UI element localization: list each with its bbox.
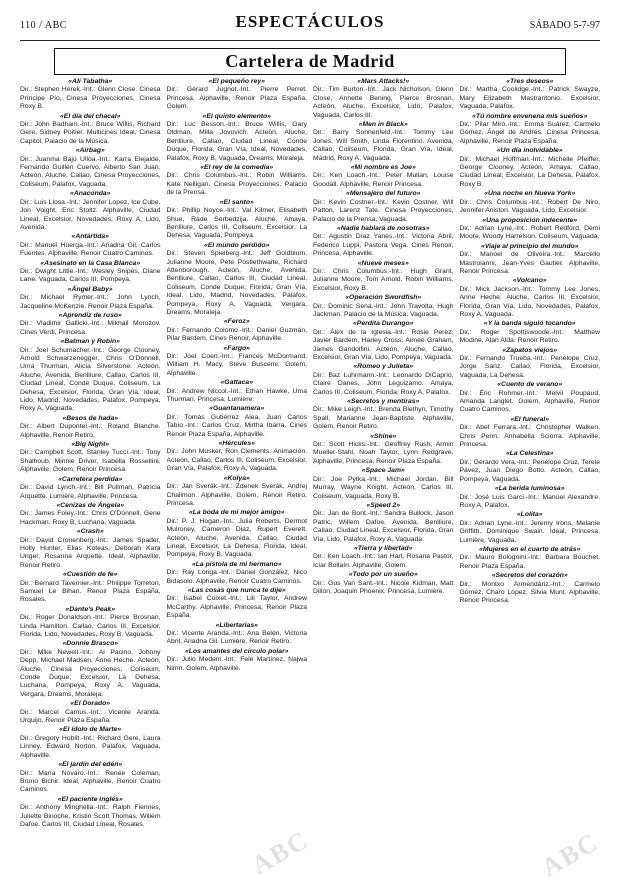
film-details: Dir.: David Cronenberg.-Int.: James Spader, Holly Hunter, Elias Koteas, Deborah Kara Unger, Rosanna Arquette. Ideal, Alphaville, Renoir Retiro.: [20, 536, 161, 569]
film-details: Dir.: María Novaro.-Int.: Renée Coleman, Bruno Bichir. Ideal, Alphaville, Renoir Cuatro Caminos.: [20, 769, 161, 794]
listing-entry: [167, 345, 308, 379]
listing-entry: [20, 606, 161, 640]
film-title: «Crash»: [76, 528, 104, 536]
film-details: Dir.: Dominic Sena.-Int.: John Travolta, Hugh Jackman. Palacio de la Música, Vaguada.: [313, 302, 454, 318]
film-title: «El santo»: [219, 198, 254, 206]
listings-columns: [20, 78, 600, 874]
film-details: Dir.: Albert Dupontel.-Int.: Roland Blanche. Alphaville, Renoir Retiro.: [20, 423, 161, 439]
film-title: «Mi nombre es Joe»: [350, 164, 416, 172]
listing-entry: [167, 164, 308, 198]
film-title: «Guantanamera»: [209, 405, 265, 413]
film-details: Dir.: Dwight Little.-Int.: Wesley Snipes, Diane Lane. Vaguada, Carlos III, Pompeya.: [20, 267, 161, 284]
listing-entry: [313, 260, 454, 294]
film-title: «Airbag»: [75, 147, 105, 155]
film-details: Dir.: Gus Van Sant.-Int.: Nicole Kidman, Matt Dillon, Joaquin Phoenix. Princesa, Lumière.: [313, 579, 454, 595]
film-title: «Cenizas de Ángela»: [56, 501, 125, 509]
film-details: Dir.: Abel Ferrara.-Int.: Christopher Walken, Chris Penn, Annabella Sciorra. Alphaville, Princesa.: [459, 424, 600, 449]
film-title: «Una noche en Nueva York»: [484, 190, 576, 198]
film-title: «Ángel Baby»: [67, 285, 113, 293]
film-details: Dir.: Manuel Huerga.-Int.: Ariadna Gil, Carlos Fuentes. Alphaville, Renoir Cuatro Caminos.: [20, 241, 161, 258]
film-title: «Operación Swordfish»: [345, 294, 422, 302]
film-title: «Romeo y Julieta»: [353, 363, 414, 371]
listing-entry: [460, 243, 601, 277]
listing-entry: [460, 277, 601, 319]
listing-entry: [167, 199, 308, 241]
listing-entry: [20, 700, 161, 725]
film-title: «Zapatos viejos»: [502, 346, 558, 354]
film-details: Dir.: Anthony Minghella.-Int.: Ralph Fiennes, Juliette Binoche, Kristin Scott Thomas, Willem Dafoe. Carlos III, Ciudad Lineal, Rosales.: [20, 804, 161, 828]
film-title: «El jardín del edén»: [58, 761, 123, 769]
film-title: «Lolita»: [516, 511, 543, 519]
film-title: «Asesinato en la Casa Blanca»: [40, 259, 141, 267]
listing-entry: [20, 528, 161, 570]
film-title: «Mensajero del futuro»: [346, 190, 421, 198]
section-title: ESPECTÁCULOS: [235, 12, 385, 31]
film-details: Dir.: Baz Luhrmann.-Int.: Leonardo DiCaprio, Claire Danes, John Leguizamo. Amaya, Carlos III, Coliseum, Florida, Roxy A, Palafox.: [313, 371, 454, 396]
film-details: Dir.: Gérard Jugnot.-Int.: Pierre Perret. Princesa, Alphaville, Renoir Plaza España, Golem.: [166, 86, 307, 111]
listings-column-4: [460, 78, 601, 874]
film-details: Dir.: Ken Loach.-Int.: Ian Hart, Rosana Pastor, Icíar Bollaín. Alphaville, Golem.: [313, 553, 454, 569]
film-details: Dir.: Fernando Colomo.-Int.: Daniel Guzmán, Pilar Bardem. Cines Renoir, Alphaville.: [166, 326, 307, 343]
film-title: «Todo por un sueño»: [348, 571, 418, 579]
film-title: «Shine»: [370, 432, 397, 440]
listings-column-2: [167, 78, 308, 874]
listing-entry: [167, 622, 308, 647]
film-details: Dir.: Kevin Costner.-Int.: Kevin Costner, Will Patton, Larenz Tate. Cinesa Proyecciones, Palacio de la Prensa, Vaguada.: [313, 198, 454, 223]
film-details: Dir.: Vicente Aranda.-Int.: Ana Belén, Victoria Abril, Ariadna Gil. Lumière, Renoir Retiro.: [166, 630, 307, 646]
listing-entry: [20, 260, 161, 285]
listing-entry: [20, 190, 161, 232]
listing-entry: [313, 294, 454, 319]
film-details: Dir.: Chris Columbus.-Int.: Robin Williams, Kate Nelligan. Cinesa Proyecciones, Palacio de la Prensa.: [166, 172, 307, 197]
listing-entry: [167, 405, 308, 439]
abc-watermark: ABC: [536, 826, 604, 883]
film-title: «Y la banda siguió tocando»: [483, 320, 576, 328]
film-details: Dir.: Bernard Tavernier.-Int.: Philippe Torreton, Samuel Le Bihan. Renoir Plaza España, Rosales.: [20, 579, 161, 604]
listing-entry: [167, 379, 308, 404]
film-details: Dir.: John Musker, Ron Clements. Animación. Acteón, Callao, Carlos III, Coliseum, Excelsior, Gran Vía, Palafox, Roxy A, Vaguada.: [166, 448, 307, 473]
film-title: «Hércules»: [218, 440, 255, 448]
listing-entry: [20, 726, 161, 760]
film-title: «Tierra y libertad»: [354, 544, 413, 552]
film-details: Dir.: Gerardo Vera.-Int.: Penélope Cruz, Terele Pávez, Juan Diego Botto. Acteón, Callao, Pompeya, Vaguada.: [459, 458, 600, 483]
listing-entry: [20, 571, 161, 605]
listing-entry: [167, 440, 308, 474]
film-title: «La Celestina»: [505, 450, 554, 458]
film-details: Dir.: Montxo Armendáriz.-Int.: Carmelo Gómez, Charo López, Silvia Munt. Alphaville, Renoir Princesa.: [459, 580, 600, 605]
page-header: [20, 6, 600, 41]
listing-entry: [20, 338, 161, 414]
film-title: «La herida luminosa»: [494, 485, 565, 493]
film-details: Dir.: Joe Pytka.-Int.: Michael Jordan, Bill Murray, Wayne Knight. Acteón, Carlos III, Coliseum, Vaguada, Roxy B.: [313, 475, 454, 500]
listing-entry: [167, 78, 308, 112]
listing-entry: [20, 147, 161, 189]
film-details: Dir.: Roger Donaldson.-Int.: Pierce Brosnan, Linda Hamilton. Callao, Carlos III, Excelsior, Florida, Lido, Novedades, Roxy B, Vaguada.: [20, 614, 161, 638]
cartelera-title-box: [54, 48, 566, 75]
film-details: Dir.: Martha Coolidge.-Int.: Patrick Swayze, Mary Elizabeth Mastrantonio. Excelsior, Vaguada, Palafox.: [459, 86, 600, 111]
film-details: Dir.: Ray Loriga.-Int.: Daniel González, Nico Bidasolo. Alphaville, Renoir Cuatro Caminos.: [166, 569, 307, 585]
listing-entry: [313, 571, 454, 596]
listings-column-1: [20, 78, 161, 874]
film-title: «Dante's Peak»: [65, 605, 116, 613]
film-title: «La pistola de mi hermano»: [191, 560, 282, 568]
film-details: Dir.: Chris Columbus.-Int.: Hugh Grant, Julianne Moore, Tom Arnold, Robin Williams. Excelsior, Roxy B.: [313, 267, 454, 292]
listing-entry: [20, 796, 161, 830]
listing-entry: [460, 190, 601, 215]
film-title: «Antártida»: [71, 233, 109, 241]
film-details: Dir.: Ken Loach.-Int.: Peter Mullan, Louise Goodall. Alphaville, Renoir Princesa.: [313, 172, 454, 188]
film-title: «Perdita Durango»: [353, 320, 414, 328]
film-title: «Fargo»: [223, 344, 250, 352]
listing-entry: [460, 217, 601, 242]
film-title: «El funeral»: [510, 415, 550, 423]
listing-entry: [313, 398, 454, 432]
film-title: «Las cosas que nunca te dije»: [187, 586, 286, 594]
film-title: «Big Night»: [71, 441, 110, 449]
film-details: Dir.: Mike Newell.-Int.: Al Pacino, Johnny Depp, Michael Madsen, Anne Heche. Acteón, Aluche, Cinesa Proyecciones, Coliseum, Conde Duque, Excelsior, La Dehesa, Luchana, Pompeya, Roxy A, Vaguada, Vergara, Dreams, Moraleja.: [20, 648, 161, 698]
film-details: Dir.: Phillip Noyce.-Int.: Val Kilmer, Elisabeth Shue, Rade Serbedzija. Aluche, Amaya, Benlliure, Carlos III, Coliseum, Excelsior, La Dehesa, Vaguada, Pompeya.: [166, 207, 307, 240]
film-title: «El día del chacal»: [60, 112, 121, 120]
film-details: Dir.: José Luis Garci.-Int.: Manuel Alexandre. Roxy A, Palafox.: [459, 493, 600, 509]
film-title: «Space Jam»: [361, 467, 405, 475]
film-title: «El pequeño rey»: [208, 78, 265, 85]
film-details: Dir.: Mauro Bolognini.-Int.: Barbara Bouchet. Renoir Plaza España.: [459, 554, 600, 570]
listing-entry: [460, 572, 601, 606]
film-title: «Men in Black»: [358, 121, 408, 129]
listing-entry: [167, 561, 308, 586]
listing-entry: [20, 113, 161, 147]
film-title: «El rey de la comedia»: [200, 164, 274, 172]
film-title: «Kolya»: [223, 474, 250, 482]
listing-entry: [167, 242, 308, 318]
listing-entry: [460, 416, 601, 450]
film-title: «Feroz»: [223, 318, 250, 326]
film-details: Dir.: Éric Rohmer.-Int.: Melvil Poupaud, Amanda Langlet. Golem, Alphaville, Renoir Cuatro Caminos.: [459, 389, 600, 414]
listing-entry: [167, 648, 308, 673]
film-details: Dir.: Jan Sverák.-Int.: Zdenek Sverák, Andrej Chalimon. Alphaville, Golem, Renoir Retiro, Princesa.: [166, 483, 307, 507]
film-details: Dir.: Isabel Coixet.-Int.: Lili Taylor, Andrew McCarthy. Alphaville, Princesa, Renoir Plaza España.: [166, 595, 307, 620]
film-title: «El quinto elemento»: [202, 112, 271, 120]
film-details: Dir.: Joel Schumacher.-Int.: George Clooney, Arnold Schwarzenegger, Chris O'Donnell, Uma Thurman, Alicia Silverstone. Acteón, Aluche, Avenida, Benlliure, Callao, Carlos III, Ciudad Lineal, Conde Duque, Coliseum, La Dehesa, Excelsior, Florida, Gran Vía, Ideal, Lido, Madrid, Novedades, Palafox, Pompeya, Roxy A, Vaguada.: [20, 346, 161, 413]
listing-entry: [460, 320, 601, 345]
film-title: «Aprendiz de ruso»: [58, 311, 122, 319]
film-details: Dir.: Mick Jackson.-Int.: Tommy Lee Jones, Anne Heche. Aluche, Carlos III, Excelsior, Florida, Gran Vía, Lido, Novedades, Palafox, Roxy A, Vaguada.: [459, 285, 600, 318]
film-details: Dir.: Michael Hoffman.-Int.: Michelle Pfeiffer, George Clooney. Acteón, Amaya, Callao, Ciudad Lineal, Excelsior, La Dehesa, Palafox, Roxy B.: [459, 155, 600, 188]
listing-entry: [20, 502, 161, 527]
listing-entry: [313, 225, 454, 259]
film-title: «Tres deseos»: [506, 78, 554, 85]
listing-entry: [460, 347, 601, 381]
film-details: Dir.: Mike Leigh.-Int.: Brenda Blethyn, Timothy Spall, Marianne Jean-Baptiste. Alphaville, Golem, Renoir Retiro.: [313, 406, 454, 431]
film-details: Dir.: Tomás Gutiérrez Alea, Juan Carlos Tabío.-Int.: Carlos Cruz, Mirtha Ibarra. Cines Renoir Plaza España, Alphaville.: [166, 413, 307, 438]
film-title: «Ali Tabatha»: [68, 78, 113, 85]
film-details: Dir.: Juanma Bajo Ulloa.-Int.: Karra Elejalde, Fernando Guillén Cuervo, Alberto San Juan. Acteón, Aluche, Callao, Cinesa Proyecciones, Coliseum, Palafox, Vaguada.: [20, 155, 161, 188]
listing-entry: [167, 318, 308, 343]
film-details: Dir.: Luc Besson.-Int.: Bruce Willis, Gary Oldman, Milla Jovovich. Acteón, Aluche, Benlliure, Callao, Ciudad Lineal, Conde Duque, Florida, Gran Vía, Ideal, Novedades, Palafox, Roxy B, Vaguada, Dreams, Moraleja.: [166, 121, 307, 162]
issue-date: SÁBADO 5-7-97: [529, 20, 600, 31]
film-title: «Speed 2»: [366, 501, 401, 509]
film-details: Dir.: Andrew Niccol.-Int.: Ethan Hawke, Uma Thurman. Princesa, Lumière.: [166, 387, 307, 404]
film-details: Dir.: Michael Rymer.-Int.: John Lynch, Jacqueline McKenzie. Renoir Plaza España.: [20, 294, 161, 310]
film-title: «Carretera perdida»: [58, 475, 123, 483]
film-details: Dir.: Adrian Lyne.-Int.: Jeremy Irons, Melanie Griffith, Dominique Swain. Ideal, Princesa, Lumière, Vaguada.: [459, 519, 600, 544]
film-title: «Anaconda»: [70, 190, 111, 198]
film-title: «Besos de hada»: [62, 414, 119, 422]
listing-entry: [20, 441, 161, 475]
film-title: «Cuento de verano»: [497, 381, 563, 389]
listing-entry: [460, 147, 601, 189]
film-details: Dir.: Campbell Scott, Stanley Tucci.-Int.: Tony Shalhoub, Minnie Driver, Isabella Rossellini. Alphaville, Golem, Renoir Princesa.: [20, 449, 161, 474]
listing-entry: [460, 450, 601, 484]
film-details: Dir.: David Lynch.-Int.: Bill Pullman, Patricia Arquette. Lumière, Alphaville, Princesa.: [20, 484, 161, 500]
listing-entry: [167, 587, 308, 621]
film-details: Dir.: P. J. Hogan.-Int.: Julia Roberts, Dermot Mulroney, Cameron Diaz, Rupert Everett. Acteón, Aluche, Avenida, Callao, Ciudad Lineal, Excelsior, La Dehesa, Florida, Ideal, Pompeya, Roxy B, Vaguada.: [166, 517, 307, 559]
page-number: 110 / ABC: [20, 20, 67, 31]
listing-entry: [20, 233, 161, 258]
film-details: Dir.: Fernando Trueba.-Int.: Penélope Cruz, Jorge Sanz. Callao, Florida, Excelsior, Vaguada, La Dehesa.: [459, 355, 600, 379]
film-title: «Secretos del corazón»: [491, 572, 568, 580]
film-title: «Un día inolvidable»: [496, 147, 563, 155]
film-details: Dir.: Adrian Lyne.-Int.: Robert Redford, Demi Moore, Woody Harrelson. Coliseum, Vaguada.: [459, 224, 600, 241]
listing-entry: [167, 475, 308, 509]
listing-entry: [20, 640, 161, 699]
listing-entry: [313, 164, 454, 189]
listing-entry: [460, 546, 601, 571]
abc-watermark: ABC: [246, 824, 314, 881]
film-title: «El Dorado»: [70, 700, 111, 708]
film-title: «Nueve meses»: [357, 259, 409, 267]
film-title: «Mars Attacks!»: [357, 78, 410, 85]
film-details: Dir.: Agustín Díaz Yanes.-Int.: Victoria Abril, Federico Luppi, Pastora Vega. Cines Renoir, Princesa, Alphaville.: [313, 233, 454, 258]
listing-entry: [20, 78, 161, 112]
listing-entry: [460, 113, 601, 147]
film-details: Dir.: Pilar Miró.-Int.: Emma Suárez, Carmelo Gómez, Ángel de Andrés. Cinesa Princesa, Alphaville, Renoir Plaza España.: [459, 121, 600, 145]
film-details: Dir.: Álex de la Iglesia.-Int.: Rosie Perez, Javier Bardem, Harley Cross, Aimee Graham, James Gandolfini. Acteón, Aluche, Callao, Excelsior, Gran Vía, Lido, Pompeya, Vaguada.: [313, 328, 454, 361]
listing-entry: [313, 121, 454, 163]
film-details: Dir.: Roger Spottiswoode.-Int.: Matthew Modine, Alan Alda. Renoir Retiro.: [459, 328, 600, 345]
film-title: «Nadie hablará de nosotras»: [336, 224, 430, 232]
listing-entry: [460, 381, 601, 415]
film-details: Dir.: Jan de Bont.-Int.: Sandra Bullock, Jason Patric, Willem Dafoe. Avenida, Benlliure, Callao, Ciudad Lineal, Excelsior, Florida, Gran Vía, Lido, Palafox, Roxy A, Vaguada.: [313, 510, 454, 543]
listing-entry: [20, 312, 161, 337]
film-title: «Cuestión de fe»: [63, 571, 118, 579]
film-title: «Libertarias»: [215, 621, 258, 629]
film-title: «El paciente inglés»: [57, 795, 123, 803]
film-title: «Los amantes del círculo polar»: [185, 647, 289, 655]
film-details: Dir.: Tim Burton.-Int.: Jack Nicholson, Glenn Close, Annette Bening, Pierce Brosnan. Acteón, Aluche, Excelsior, Lido, Palafox, Vaguada, Carlos III.: [313, 86, 454, 119]
cartelera-title: Cartelera de Madrid: [225, 51, 395, 71]
listing-entry: [167, 509, 308, 559]
film-details: Dir.: Vladimir Gallicki.-Int.: Mikhail Morozov. Cines Verdi, Princesa.: [20, 320, 161, 336]
listing-entry: [460, 485, 601, 510]
film-details: Dir.: Joel Coen.-Int.: Frances McDormand, William H. Macy, Steve Buscemi. Golem, Alphaville.: [166, 353, 307, 377]
film-details: Dir.: Julio Medem.-Int.: Fele Martínez, Najwa Nimri. Golem, Alphaville.: [166, 656, 307, 672]
film-details: Dir.: Steven Spielberg.-Int.: Jeff Goldblum, Julianne Moore, Pete Postlethwaite, Richard Attenborough. Acteón, Aluche, Avenida, Benlliure, Callao, Carlos III, Ciudad Lineal, Coliseum, Conde Duque, Florida, Gran Vía, Ideal, Lido, Madrid, Novedades, Palafox, Pompeya, Roxy A, Vaguada, Vergara, Dreams, Moraleja.: [166, 250, 307, 316]
listing-entry: [313, 363, 454, 397]
film-details: Dir.: John Badham.-Int.: Bruce Willis, Richard Gere, Sidney Poitier. Multicines Ideal, Cinesa Capitol, Palacio de la Música.: [20, 121, 161, 145]
film-title: «La boda de mi mejor amigo»: [188, 509, 285, 517]
film-title: «El ídolo de Marte»: [59, 726, 122, 734]
listing-entry: [313, 78, 454, 120]
listing-entry: [20, 761, 161, 795]
listing-entry: [20, 476, 161, 501]
film-details: Dir.: Barry Sonnenfeld.-Int.: Tommy Lee Jones, Will Smith, Linda Fiorentino. Avenida, Callao, Coliseum, Florida, Gran Vía, Ideal, Madrid, Roxy A, Vaguada.: [313, 129, 454, 162]
film-title: «Viaje al principio del mundo»: [480, 242, 579, 250]
film-title: «Volcano»: [512, 277, 547, 285]
film-details: Dir.: Gregory Hoblit.-Int.: Richard Gere, Laura Linney, Edward Norton. Palafox, Vaguada, Alphaville.: [20, 734, 161, 759]
film-details: Dir.: Manoel de Oliveira.-Int.: Marcello Mastroianni, Jean-Yves Gautier. Alphaville, Renoir Princesa.: [459, 251, 600, 275]
film-details: Dir.: Marcel Camus.-Int.: Vicente Aranda. Urquijo, Renoir Plaza España.: [20, 708, 161, 725]
film-title: «Donnie Brasco»: [62, 640, 119, 648]
listing-entry: [460, 78, 601, 112]
listing-entry: [313, 545, 454, 570]
listing-entry: [313, 320, 454, 362]
film-title: «Tú nombre envenena mis sueños»: [472, 112, 588, 120]
film-title: «Una proposición indecente»: [482, 216, 578, 224]
listing-entry: [313, 433, 454, 467]
film-details: Dir.: Stephen Herek.-Int.: Glenn Close. Cinesa Príncipe Pío, Cinesa Proyecciones, Cinesa Roxy B.: [20, 86, 161, 111]
film-title: «Mujeres en el cuarto de atrás»: [479, 545, 581, 553]
listing-entry: [313, 467, 454, 501]
film-details: Dir.: Scott Hicks.-Int.: Geoffrey Rush, Armin Mueller-Stahl, Noah Taylor, Lynn Redgrave. Alphaville, Princesa, Renoir Plaza España.: [313, 441, 454, 465]
listing-entry: [460, 511, 601, 545]
listing-entry: [20, 286, 161, 311]
film-title: «Gattaca»: [220, 379, 253, 387]
listing-entry: [20, 415, 161, 440]
listing-entry: [313, 190, 454, 224]
listing-entry: [313, 502, 454, 544]
film-title: «El mundo perdido»: [204, 241, 270, 249]
listing-entry: [167, 113, 308, 163]
film-title: «Batman y Robin»: [60, 338, 120, 346]
listings-column-3: [313, 78, 454, 874]
film-details: Dir.: Luis Llosa.-Int.: Jennifer Lopez, Ice Cube, Jon Voight, Eric Stoltz. Alphaville, Ciudad Lineal, Excelsior, Novedades, Roxy A, Lido, Avenida.: [20, 198, 161, 231]
film-details: Dir.: Chris Columbus.-Int.: Robert De Niro, Jennifer Aniston. Vaguada, Lido, Excelsior.: [459, 198, 600, 215]
film-details: Dir.: James Foley.-Int.: Chris O'Donnell, Gene Hackman. Roxy B, Luchana, Vaguada.: [20, 510, 161, 526]
film-title: «Secretos y mentiras»: [347, 398, 420, 406]
